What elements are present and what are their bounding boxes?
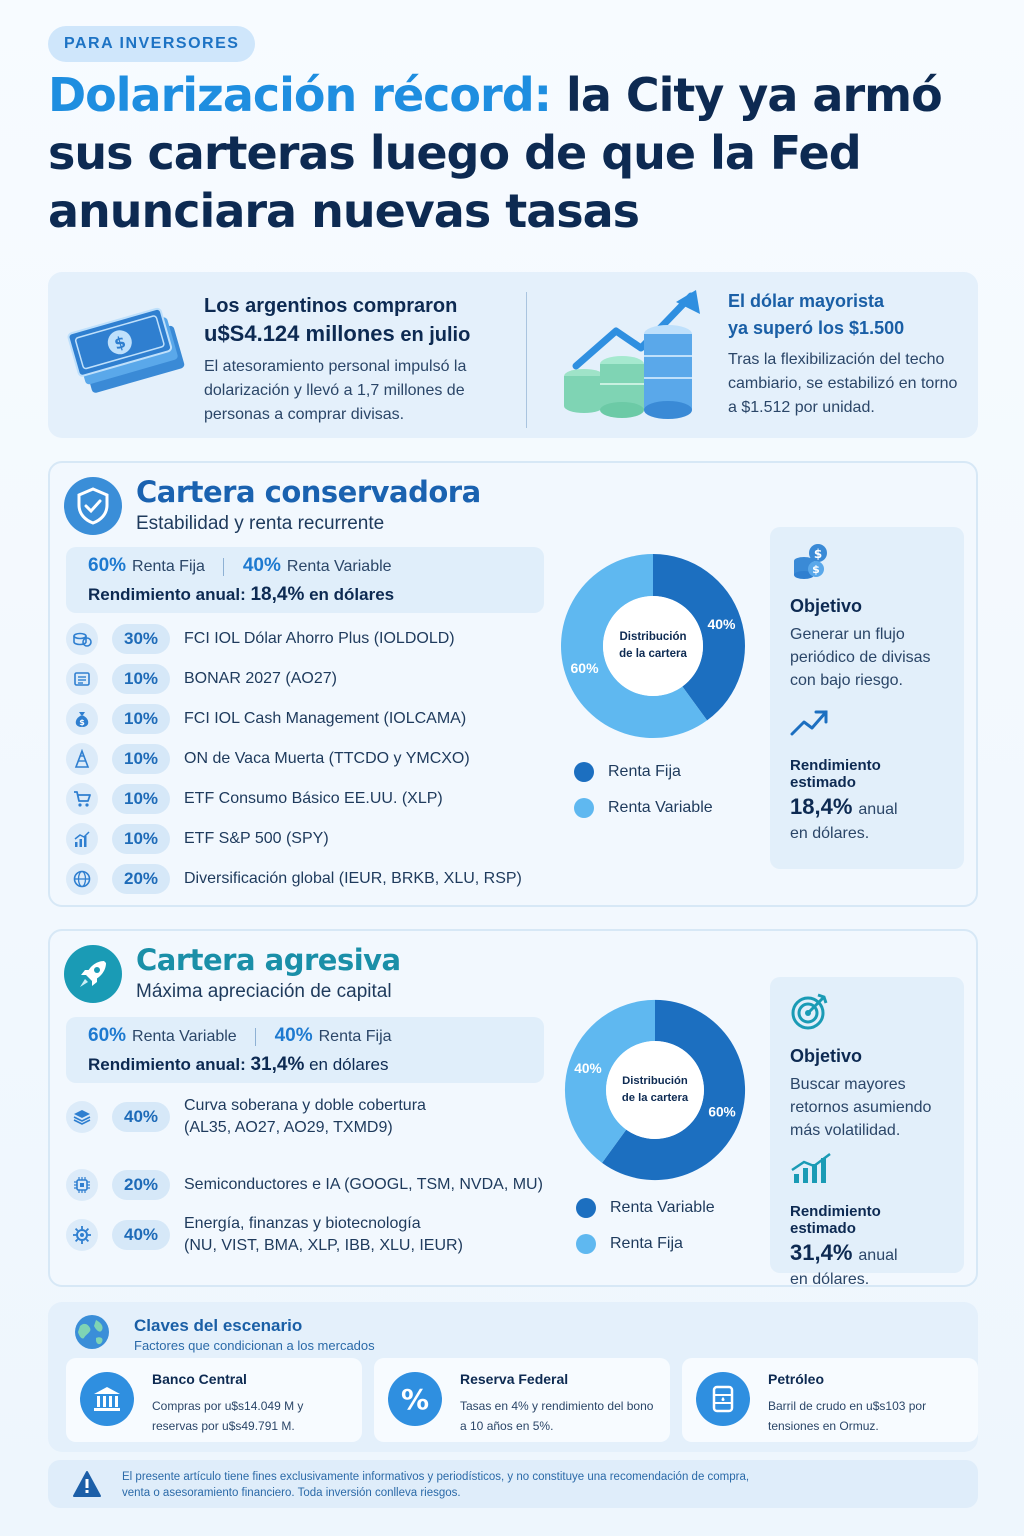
allocation-row [66,1169,543,1201]
donut-center-label: Distribución [622,1075,688,1088]
allocation-donut [562,997,748,1188]
layers-icon [66,1101,98,1133]
allocation-row [66,823,329,855]
oil-rig-icon [66,743,98,775]
allocation-donut [558,551,748,746]
yield-title: Rendimiento estimado [790,1203,881,1237]
headline-highlight: Dolarización récord: [48,68,552,122]
headline-line3: anunciara nuevas tasas [48,184,640,238]
cart-icon [66,783,98,815]
key-card-central-bank: Banco Central Compras por u$s14.049 M y reservas por u$s49.791 M. [66,1358,362,1442]
dollar-coins-icon [790,541,944,586]
target-icon [790,991,944,1036]
money-bag-icon [66,703,98,735]
allocation-name: ETF Consumo Básico EE.UU. (XLP) [184,790,443,807]
card-subtitle: Máxima apreciación de capital [136,981,392,1002]
globe-icon [66,863,98,895]
globe-icon [72,1312,112,1357]
shield-icon [64,477,122,535]
portfolio-summary: 60% Renta Fija 40% Renta Variable Rendimiento anual: 18,4% en dólares [66,547,544,613]
scenario-keys-panel [48,1302,978,1452]
allocation-name: ETF S&P 500 (SPY) [184,830,329,847]
stat-left-body: El atesoramiento personal impulsó la dolarización y llevó a 1,7 millones de personas a comprar divisas. [204,358,467,423]
conservative-portfolio-card [48,461,978,907]
allocation-name: Semiconductores e IA (GOOGL, TSM, NVDA, MU) [184,1176,543,1193]
objective-text: Buscar mayores retornos asumiendo más volatilidad. [790,1076,932,1139]
chip-icon [66,1169,98,1201]
warning-icon [72,1470,102,1503]
aggressive-portfolio-card [48,929,978,1287]
bar-growth-icon [790,1152,944,1189]
portfolio-summary: 60% Renta Variable 40% Renta Fija Rendimiento anual: 31,4% en dólares [66,1017,544,1083]
allocation-name: Diversificación global (IEUR, BRKB, XLU, RSP) [184,870,522,887]
svg-text:$: $ [813,547,823,561]
scenario-subtitle: Factores que condicionan a los mercados [134,1338,375,1353]
scenario-title: Claves del escenario [134,1316,303,1335]
allocation-row [66,703,466,735]
coins-icon [66,623,98,655]
allocation-percent: 30% [112,624,170,654]
card-subtitle: Estabilidad y renta recurrente [136,513,385,534]
allocation-name: FCI IOL Dólar Ahorro Plus (IOLDOLD) [184,630,455,647]
donut-center-label: Distribución [619,631,687,643]
allocation-name: Energía, finanzas y biotecnología (NU, VIST, BMA, XLP, IBB, XLU, IEUR) [184,1215,463,1254]
donut-label-dark: 60% [708,1104,736,1120]
yield-value: 18,4% anual en dólares. [790,794,898,842]
donut-center-label: de la cartera [619,648,687,660]
objective-title: Objetivo [790,596,863,616]
allocation-percent: 20% [112,1170,170,1200]
svg-text:$: $ [812,563,820,576]
section-tag: PARA INVERSORES [48,26,255,62]
donut-legend: Renta Fija Renta Variable [574,757,713,829]
allocation-percent: 10% [112,664,170,694]
svg-text:$: $ [111,332,128,354]
allocation-row [66,783,443,815]
allocation-row [66,863,522,895]
rocket-icon [64,945,122,1003]
allocation-percent: 10% [112,744,170,774]
allocation-name: BONAR 2027 (AO27) [184,670,337,687]
donut-label-light: 60% [570,660,599,677]
card-title: Cartera agresiva [136,943,401,977]
headline-line2: sus carteras luego de que la Fed [48,126,861,180]
money-stack-icon [64,294,194,409]
allocation-percent: 40% [112,1220,170,1250]
percent-icon: % [388,1372,442,1426]
yield-value: 31,4% anual en dólares. [790,1240,898,1288]
allocation-row [66,663,337,695]
objective-title: Objetivo [790,1046,863,1066]
donut-label-light: 40% [574,1061,602,1077]
stats-panel [48,272,978,438]
donut-legend: Renta Variable Renta Fija [576,1193,715,1265]
coins-growth-icon [556,286,716,431]
disclaimer [48,1460,978,1508]
allocation-percent: 10% [112,824,170,854]
objective-text: Generar un flujo periódico de divisas con bajo riesgo. [790,626,931,689]
allocation-percent: 20% [112,864,170,894]
bond-icon [66,663,98,695]
objective-panel [770,977,964,1288]
page-headline [48,66,988,240]
donut-center-label: de la cartera [621,1091,689,1104]
donut-label-dark: 40% [707,615,736,632]
allocation-name: ON de Vaca Muerta (TTCDO y YMCXO) [184,750,470,767]
key-card-oil: Petróleo Barril de crudo en u$s103 por tensiones en Ormuz. [682,1358,978,1442]
svg-text:$: $ [79,718,85,727]
allocation-row [66,623,455,655]
allocation-percent: 10% [112,784,170,814]
allocation-name: FCI IOL Cash Management (IOLCAMA) [184,710,467,727]
trend-up-icon [790,708,944,743]
allocation-name: Curva soberana y doble cobertura (AL35, AO27, AO29, TXMD9) [184,1097,426,1136]
stat-left-title: Los argentinos compraron u$S4.124 millones en julio [204,295,471,346]
allocation-percent: 10% [112,704,170,734]
yield-title: Rendimiento estimado [790,757,881,791]
stats-divider [526,292,527,428]
allocation-row [66,743,470,775]
gear-icon [66,1219,98,1251]
allocation-percent: 40% [112,1102,170,1132]
bank-icon [80,1372,134,1426]
allocation-row [66,1097,426,1136]
allocation-row [66,1215,463,1254]
disclaimer-text: El presente artículo tiene fines exclusivamente informativos y periodísticos, y no constituye una recomendación de compra, venta o asesoramiento financiero. Toda inversión conlleva riesgos. [122,1471,750,1499]
oil-barrel-icon [696,1372,750,1426]
key-card-federal-reserve: % Reserva Federal Tasas en 4% y rendimiento del bono a 10 años en 5%. [374,1358,670,1442]
growth-chart-icon [66,823,98,855]
stat-right-body: Tras la flexibilización del techo cambiario, se estabilizó en torno a $1.512 por unidad. [728,351,958,416]
card-title: Cartera conservadora [136,475,481,509]
objective-panel [770,527,964,869]
stat-right-title: El dólar mayorista ya superó los $1.500 [728,291,905,338]
headline-line1: la City ya armó [551,68,942,122]
